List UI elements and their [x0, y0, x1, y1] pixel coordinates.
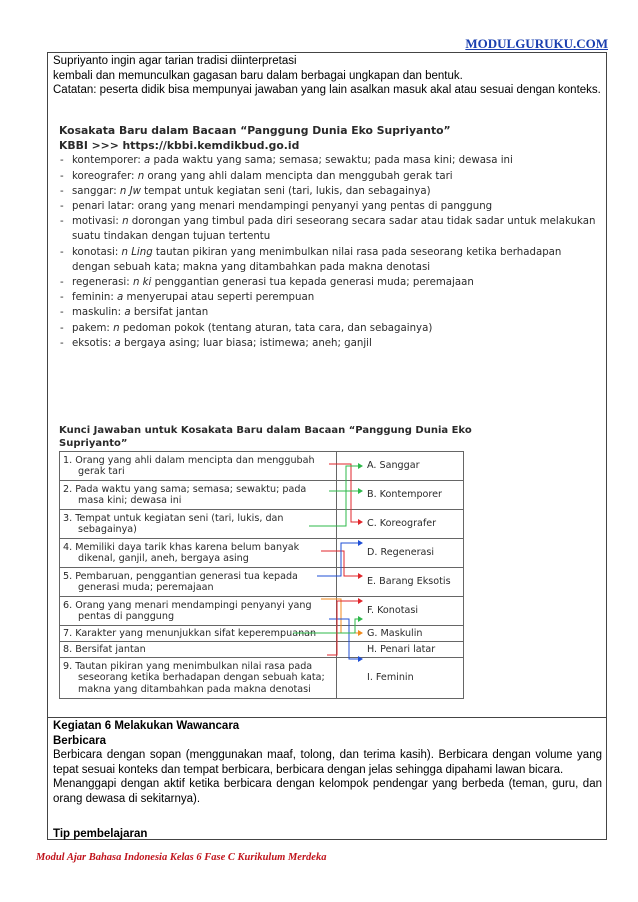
- vocab-definition: tautan pikiran yang menimbulkan nilai rasa pada seseorang ketika berhadapan dengan sebuah kata; makna yang ditambahkan pada makna denotasi: [72, 246, 562, 273]
- question-text: dikenal, ganjil, aneh, bergaya asing: [78, 553, 249, 564]
- activity-section: [53, 719, 602, 806]
- vocab-definition: bergaya asing; luar biasa; istimewa; aneh; ganjil: [124, 337, 372, 349]
- question-text: 3. Tempat untuk kegiatan seni (tari, lukis, dan: [63, 512, 284, 524]
- question-text: masa kini; dewasa ini: [78, 495, 182, 506]
- question-text: pentas di panggung: [78, 611, 175, 622]
- arrow-head-icon: [358, 630, 363, 636]
- vocab-item: [59, 184, 599, 199]
- intro-note: Catatan: peserta didik bisa mempunyai jawaban yang lain asalkan masuk akal atau sesuai dengan konteks.: [53, 84, 601, 96]
- connector-line: [327, 601, 359, 655]
- vocab-definition: bersifat jantan: [133, 307, 209, 319]
- vocab-title: Kosakata Baru dalam Bacaan “Panggung Dunia Eko Supriyanto”: [59, 124, 451, 137]
- connector-line: [321, 551, 359, 576]
- vocab-class: a: [144, 155, 151, 167]
- question-text: makna yang ditambahkan pada makna denotasi: [78, 683, 311, 695]
- question-text: gerak tari: [78, 466, 125, 477]
- arrow-head-icon: [358, 616, 363, 622]
- vocab-item: [59, 245, 599, 275]
- answer-cell: D. Regenerasi: [337, 539, 464, 568]
- answer-cell: A. Sanggar: [337, 452, 464, 481]
- arrow-head-icon: [358, 463, 363, 469]
- vocab-class: n ki: [132, 277, 152, 289]
- answer-key-title: Kunci Jawaban untuk Kosakata Baru dalam Bacaan “Panggung Dunia Eko Supriyanto”: [59, 425, 472, 449]
- activity-paragraph: Menanggapi dengan aktif ketika berbicara dengan kelompok pendengar yang berbeda (teman, guru, dan orang dewasa di sekitarnya).: [53, 778, 602, 805]
- vocab-definition: pada waktu yang sama; semasa; sewaktu; pada masa kini; dewasa ini: [153, 155, 513, 167]
- question-text: seseorang ketika berhadapan dengan sebuah kata;: [78, 672, 325, 684]
- vocab-class: n: [137, 170, 145, 182]
- vocab-definition: menyerupai atau seperti perempuan: [126, 292, 315, 304]
- vocab-class: a: [114, 337, 121, 349]
- connector-line: [321, 599, 359, 633]
- vocab-definition: dorongan yang timbul pada diri seseorang secara sadar atau tidak sadar untuk melakukan suatu tindakan dengan tujuan tertentu: [72, 216, 596, 243]
- connector-line: [329, 464, 359, 522]
- question-text: sebagainya): [78, 524, 137, 535]
- vocab-definition: penggantian generasi tua kepada generasi muda; peremajaan: [154, 277, 474, 289]
- vocab-term: sanggar:: [72, 185, 117, 197]
- answer-cell: H. Penari latar: [337, 642, 464, 658]
- vocab-term: konotasi:: [72, 246, 119, 258]
- question-text: 2. Pada waktu yang sama; semasa; sewaktu; pada: [63, 483, 307, 495]
- vocab-definition: tempat untuk kegiatan seni (tari, lukis, dan sebagainya): [144, 185, 431, 197]
- question-text: 7. Karakter yang menunjukkan sifat keperempuanan: [63, 627, 317, 639]
- vocab-item: [59, 321, 599, 336]
- connector-line: [317, 543, 359, 576]
- activity-paragraph: Berbicara dengan sopan (menggunakan maaf, tolong, dan terima kasih). Berbicara dengan volume yang tepat sesuai konteks dan tempat berbicara, berbicara dengan jelas sehingga dipahami lawan bicara.: [53, 749, 602, 776]
- answer-cell: F. Konotasi: [337, 597, 464, 626]
- content-frame: [47, 52, 607, 840]
- arrow-head-icon: [358, 519, 363, 525]
- intro-line: Supriyanto ingin agar tarian tradisi diinterpretasi: [53, 55, 297, 67]
- vocab-term: maskulin:: [72, 307, 122, 319]
- answer-cell: E. Barang Eksotis: [337, 568, 464, 597]
- vocab-term: eksotis:: [72, 337, 112, 349]
- arrow-head-icon: [358, 573, 363, 579]
- activity-title: Kegiatan 6 Melakukan Wawancara: [53, 720, 240, 732]
- kbbi-link: KBBI >>> https://kbbi.kemdikbud.go.id: [59, 139, 300, 153]
- vocab-term: koreografer:: [72, 170, 135, 182]
- page-footer: Modul Ajar Bahasa Indonesia Kelas 6 Fase C Kurikulum Merdeka: [36, 852, 327, 863]
- intro-text: [53, 54, 601, 98]
- answer-cell: C. Koreografer: [337, 510, 464, 539]
- question-text: 9. Tautan pikiran yang menimbulkan nilai rasa pada: [63, 660, 313, 672]
- vocab-class: n: [113, 322, 120, 334]
- vocab-term: regenerasi:: [72, 277, 130, 289]
- question-text: 8. Bersifat jantan: [63, 643, 146, 655]
- vocab-item: [59, 153, 599, 168]
- vocab-term: feminin:: [72, 292, 114, 304]
- section-divider: [48, 717, 606, 718]
- vocab-definition: orang yang menari mendampingi penyanyi yang pentas di panggung: [137, 201, 493, 213]
- vocab-item: [59, 290, 599, 305]
- vocab-section: [59, 123, 599, 351]
- vocab-class: n Jw: [119, 185, 141, 197]
- tip-heading: Tip pembelajaran: [53, 828, 148, 840]
- vocab-class: n Ling: [121, 246, 153, 258]
- vocab-term: pakem:: [72, 322, 110, 334]
- activity-subtitle: Berbicara: [53, 734, 107, 747]
- answer-cell: B. Kontemporer: [337, 481, 464, 510]
- arrow-head-icon: [358, 540, 363, 546]
- question-text: 5. Pembaruan, penggantian generasi tua kepada: [63, 570, 298, 582]
- vocab-term: kontemporer:: [72, 155, 141, 167]
- vocab-item: [59, 214, 599, 244]
- vocab-class: n: [122, 216, 129, 228]
- arrow-head-icon: [358, 656, 363, 662]
- question-text: 1. Orang yang ahli dalam mencipta dan menggubah: [63, 454, 315, 466]
- vocab-definition: pedoman pokok (tentang aturan, tata cara, dan sebagainya): [122, 322, 433, 334]
- vocab-list: [59, 153, 599, 351]
- vocab-item: [59, 169, 599, 184]
- matching-lines: [59, 451, 469, 691]
- intro-line: kembali dan memunculkan gagasan baru dalam berbagai ungkapan dan bentuk.: [53, 69, 463, 82]
- vocab-item: [59, 336, 599, 351]
- vocab-term: penari latar:: [72, 201, 135, 213]
- vocab-term: motivasi:: [72, 216, 119, 228]
- vocab-item: [59, 305, 599, 320]
- vocab-item: [59, 199, 599, 214]
- vocab-definition: orang yang ahli dalam mencipta dan menggubah gerak tari: [147, 170, 453, 182]
- arrow-head-icon: [358, 488, 363, 494]
- question-text: generasi muda; peremajaan: [78, 582, 214, 593]
- answer-cell: I. Feminin: [337, 658, 464, 699]
- answer-cell: G. Maskulin: [337, 626, 464, 642]
- question-text: 4. Memiliki daya tarik khas karena belum banyak: [63, 541, 300, 553]
- vocab-class: a: [117, 292, 124, 304]
- site-header-link[interactable]: MODULGURUKU.COM: [465, 36, 608, 51]
- vocab-class: a: [124, 307, 131, 319]
- arrow-head-icon: [358, 598, 363, 604]
- vocab-item: [59, 275, 599, 290]
- question-text: 6. Orang yang menari mendampingi penyanyi yang: [63, 599, 312, 611]
